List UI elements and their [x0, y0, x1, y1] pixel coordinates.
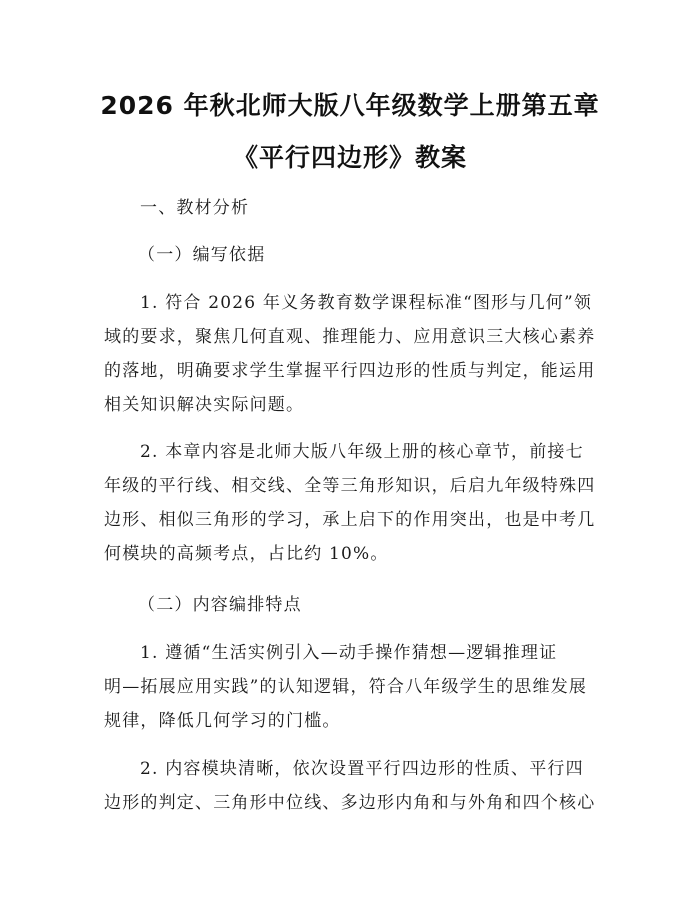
paragraph-1-line-4: 相关知识解决实际问题。 [104, 395, 305, 415]
paragraph-4-line-2: 边形的判定、三角形中位线、多边形内角和与外角和四个核心 [104, 793, 596, 813]
paragraph-3-line-2: 明—拓展应用实践”的认知逻辑，符合八年级学生的思维发展 [104, 677, 588, 697]
paragraph-2-line-3: 边形、相似三角形的学习，承上启下的作用突出，也是中考几 [104, 510, 596, 530]
paragraph-2-line-2: 年级的平行线、相交线、全等三角形知识，后启九年级特殊四 [104, 476, 596, 496]
document-title-line-2: 《平行四边形》教案 [232, 143, 467, 172]
paragraph-3-line-3: 规律，降低几何学习的门槛。 [104, 711, 341, 731]
paragraph-4-line-1: 2. 内容模块清晰，依次设置平行四边形的性质、平行四 [140, 759, 584, 779]
subsection-heading-writing-basis: （一）编写依据 [138, 245, 266, 265]
document-title-line-1: 2026 年秋北师大版八年级数学上册第五章 [100, 91, 600, 120]
paragraph-1-line-3: 的落地，明确要求学生掌握平行四边形的性质与判定，能运用 [104, 361, 596, 381]
paragraph-2-line-4: 何模块的高频考点，占比约 10%。 [104, 544, 389, 564]
paragraph-3-line-1: 1. 遵循“生活实例引入—动手操作猜想—逻辑推理证 [140, 643, 558, 663]
subsection-heading-content-features: （二）内容编排特点 [138, 595, 302, 615]
paragraph-1-line-2: 域的要求，聚焦几何直观、推理能力、应用意识三大核心素养 [104, 327, 596, 347]
paragraph-2-line-1: 2. 本章内容是北师大版八年级上册的核心章节，前接七 [140, 442, 584, 462]
paragraph-1-line-1: 1. 符合 2026 年义务教育数学课程标准“图形与几何”领 [140, 293, 593, 313]
section-heading-textbook-analysis: 一、教材分析 [140, 198, 250, 218]
